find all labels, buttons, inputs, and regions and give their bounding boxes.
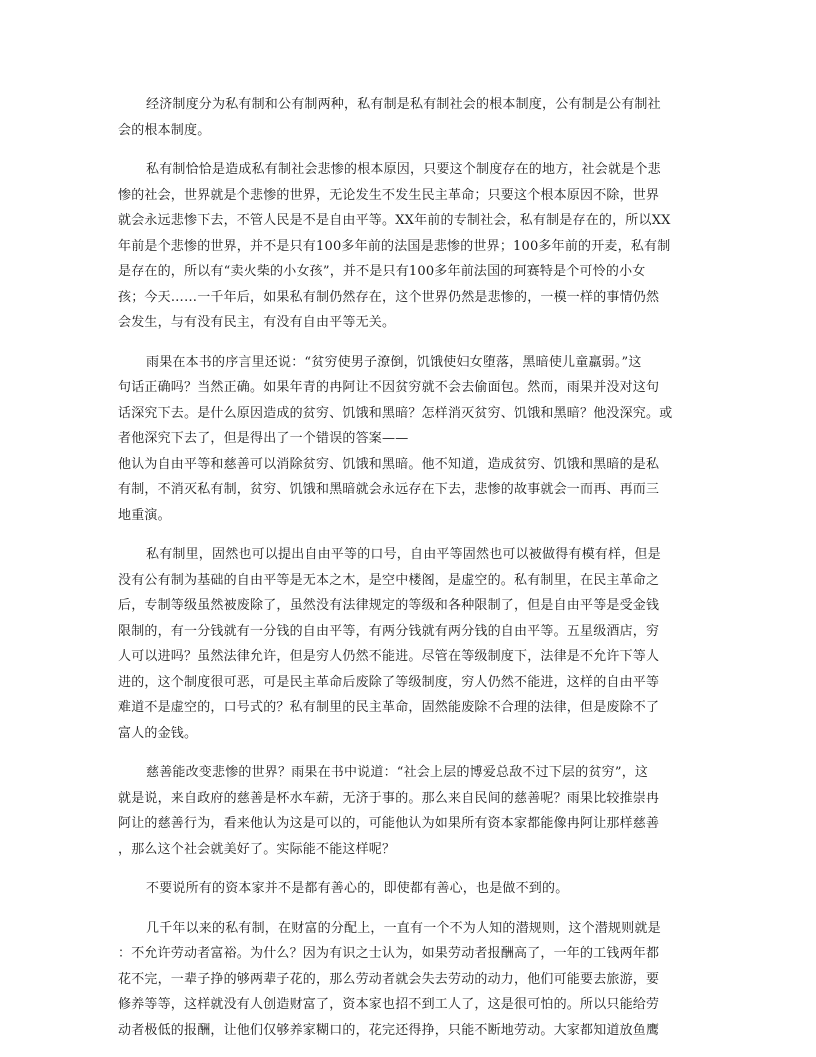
text-line: 动者极低的报酬，让他们仅够养家糊口的，花完还得挣，只能不断地劳动。大家都知道放鱼鹰 xyxy=(118,1022,660,1038)
text-line: 是存在的，所以有“卖火柴的小女孩”，并不是只有100多年前法国的珂赛特是个可怜的小女 xyxy=(118,264,646,279)
paragraph-1 xyxy=(118,92,696,143)
text-line: 经济制度分为私有制和公有制两种，私有制是私有制社会的根本制度，公有制是公有制社 xyxy=(146,97,661,112)
paragraph-3 xyxy=(118,350,696,529)
text-line: 私有制里，固然也可以提出自由平等的口号，自由平等固然也可以被做得有模有样，但是 xyxy=(146,547,661,562)
paragraph-4 xyxy=(118,542,696,746)
paragraph-7 xyxy=(118,916,696,1044)
text-line: 私有制恰恰是造成私有制社会悲惨的根本原因，只要这个制度存在的地方，社会就是个悲 xyxy=(146,162,661,177)
text-line: 就会永远悲惨下去，不管人民是不是自由平等。XX年前的专制社会，私有制是存在的，所以XX xyxy=(118,213,671,228)
text-line: 难道不是虚空的，口号式的？私有制里的民主革命，固然能废除不合理的法律，但是废除不了 xyxy=(118,700,660,715)
text-line: ，那么这个社会就美好了。实际能不能这样呢？ xyxy=(118,841,396,857)
text-line: 他认为自由平等和慈善可以消除贫穷、饥饿和黑暗。他不知道，造成贫穷、饥饿和黑暗的是私 xyxy=(118,456,660,472)
text-line: 话深究下去。是什么原因造成的贫穷、饥饿和黑暗？怎样消灭贫穷、饥饿和黑暗？他没深究。或 xyxy=(118,405,673,421)
text-line: 富人的金钱。 xyxy=(118,725,198,741)
text-line: 句话正确吗？当然正确。如果年青的冉阿让不因贫穷就不会去偷面包。然而，雨果并没对这句 xyxy=(118,380,660,395)
paragraph-2 xyxy=(118,157,696,336)
text-line: ：不允许劳动者富裕。为什么？因为有识之士认为，如果劳动者报酬高了，一年的工钱两年都 xyxy=(118,946,660,961)
text-line: 孩；今天……一千年后，如果私有制仍然存在，这个世界仍然是悲惨的，一模一样的事情仍然 xyxy=(118,289,660,305)
text-line: 花不完，一辈子挣的够两辈子花的，那么劳动者就会失去劳动的动力，他们可能要去旅游，要 xyxy=(118,971,660,987)
text-line: 地重演。 xyxy=(118,507,171,523)
text-line: 进的，这个制度很可恶，可是民主革命后废除了等级制度，穷人仍然不能进，这样的自由平等 xyxy=(118,674,660,690)
text-line: 就是说，来自政府的慈善是杯水车薪，无济于事的。那么来自民间的慈善呢？雨果比较推崇冉 xyxy=(118,790,660,806)
text-line: 不要说所有的资本家并不是都有善心的，即使都有善心，也是做不到的。 xyxy=(146,881,569,896)
text-line: 雨果在本书的序言里还说：“贫穷使男子潦倒，饥饿使妇女堕落，黑暗使儿童羸弱。”这 xyxy=(146,354,642,370)
text-line: 年前是个悲惨的世界，并不是只有100多年前的法国是悲惨的世界；100多年前的开麦，私有制 xyxy=(118,238,671,254)
text-line: 会的根本制度。 xyxy=(118,122,211,138)
text-line: 几千年以来的私有制，在财富的分配上，一直有一个不为人知的潜规则，这个潜规则就是 xyxy=(146,920,661,936)
text-line: 慈善能改变悲惨的世界？雨果在书中说道：“社会上层的博爱总敌不过下层的贫穷”，这 xyxy=(146,765,649,780)
document-page xyxy=(118,92,696,1057)
text-line: 限制的，有一分钱就有一分钱的自由平等，有两分钱就有两分钱的自由平等。五星级酒店，穷 xyxy=(118,623,660,639)
text-line: 惨的社会，世界就是个悲惨的世界，无论发生不发生民主革命；只要这个根本原因不除，世界 xyxy=(118,187,660,203)
text-line: 后，专制等级虽然被废除了，虽然没有法律规定的等级和各种限制了，但是自由平等是受金钱 xyxy=(118,598,660,613)
text-line: 有制，不消灭私有制，贫穷、饥饿和黑暗就会永远存在下去，悲惨的故事就会一而再、再而三 xyxy=(118,482,660,497)
text-line: 人可以进吗？虽然法律允许，但是穷人仍然不能进。尽管在等级制度下，法律是不允许下等人 xyxy=(118,649,660,664)
paragraph-5 xyxy=(118,760,696,862)
text-line: 会发生，与有没有民主，有没有自由平等无关。 xyxy=(118,315,396,330)
text-line: 者他深究下去了，但是得出了一个错误的答案—— xyxy=(118,431,409,446)
text-line: 阿让的慈善行为，看来他认为这是可以的，可能他认为如果所有资本家都能像冉阿让那样慈善 xyxy=(118,816,660,831)
text-line: 修养等等，这样就没有人创造财富了，资本家也招不到工人了，这是很可怕的。所以只能给劳 xyxy=(118,997,660,1012)
text-line: 没有公有制为基础的自由平等是无本之木，是空中楼阁，是虚空的。私有制里，在民主革命之 xyxy=(118,572,660,588)
paragraph-6 xyxy=(118,876,696,902)
